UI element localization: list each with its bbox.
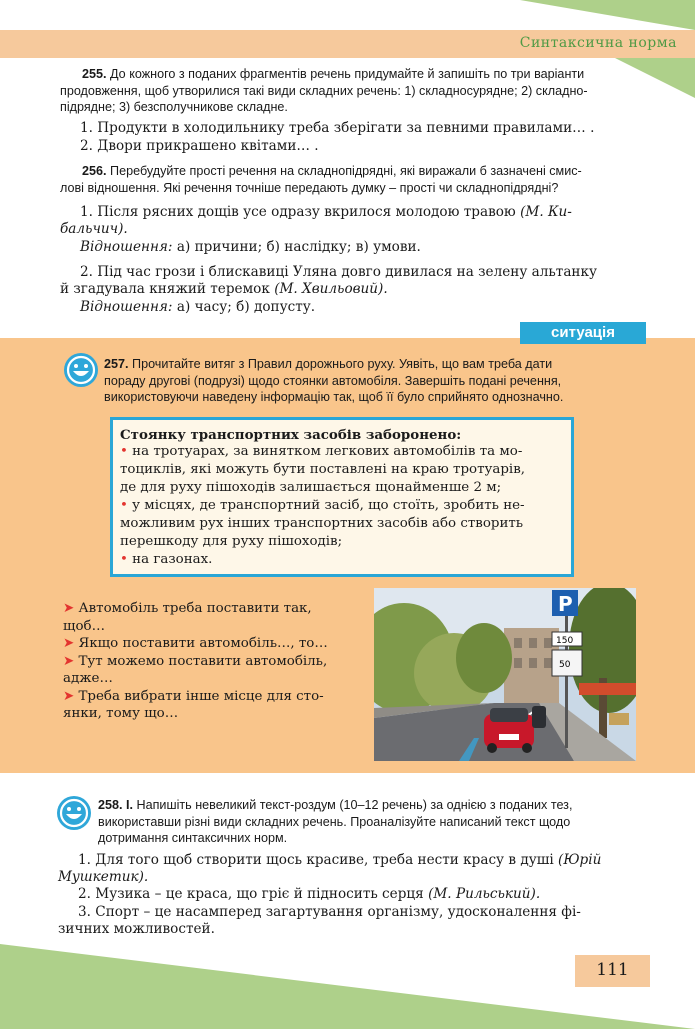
situation-tag: ситуація	[520, 322, 646, 344]
task-number: 255.	[82, 67, 107, 81]
task-256-relations-2: Відношення: а) часу; б) допусту.	[80, 299, 316, 315]
arrow-icon: ➤	[63, 653, 75, 669]
rule-item-1: • на тротуарах, за винятком легкових автомобілів та мо- тоциклів, які можуть бути поставлені на краю тротуарів, де для руху пішоходів залишається щонайменше 2 м;	[120, 444, 526, 495]
task-256-author-1: бальчич).	[60, 221, 128, 237]
task-number: 258. I.	[98, 798, 134, 812]
corner-decoration	[520, 0, 695, 30]
parking-sign-plate-2: 50	[559, 660, 571, 670]
task-256-sentence-1: 1. Після рясних дощів усе одразу вкрилося молодою травою (М. Ки-	[80, 204, 572, 220]
task-255: 255. До кожного з поданих фрагментів речень придумайте й запишіть по три варіанти продовження, щоб утворилися такі види складних речень: 1) складносурядне; 2) складно- підрядне; 3) безсполучникове складне.	[60, 67, 588, 114]
thesis-3-cont: зичних можливостей.	[58, 921, 215, 937]
thesis-1-author: Мушкетик).	[58, 869, 149, 885]
bullet-icon: •	[120, 552, 128, 567]
thesis-2: 2. Музика – це краса, що гріє й підносить серця (М. Рильський).	[78, 886, 541, 902]
task-257: 257. Прочитайте витяг з Правил дорожнього руху. Уявіть, що вам треба дати пораду другові (подрузі) щодо стоянки автомобіля. Завершіть подані речення, використовуючи наведену інформацію так, щоб її було сприйнято однозначно.	[104, 357, 564, 404]
page-number: 111	[596, 960, 629, 980]
arrow-icon: ➤	[63, 688, 75, 704]
prompt-list: ➤ Автомобіль треба поставити так, щоб… ➤ Якщо поставити автомобіль…, то… ➤ Тут можемо поставити автомобіль, адже… ➤ Треба вибрати інше місце для сто- янки, тому що…	[63, 601, 328, 721]
task-255-item-1: 1. Продукти в холодильнику треба зберігати за певними правилами… .	[80, 120, 595, 136]
task-number: 256.	[82, 164, 107, 178]
task-256: 256. Перебудуйте прості речення на складнопідрядні, які виражали б зазначені смис- лові відношення. Які речення точніше передають думку – прості чи складнопідрядні?	[60, 164, 582, 195]
bullet-icon: •	[120, 444, 128, 459]
arrow-icon: ➤	[63, 636, 75, 651]
task-256-sentence-2-cont: й згадувала княжий теремок (М. Хвильовий).	[60, 281, 388, 297]
rule-item-2: • у місцях, де транспортний засіб, що стоїть, зробить не- можливим рух інших транспортних засобів або створить перешкоду для руху пішоходів;	[120, 498, 525, 549]
section-title: Синтаксична норма	[519, 35, 677, 51]
smiley-icon	[56, 795, 92, 831]
task-number: 257.	[104, 357, 129, 371]
task-255-item-2: 2. Двори прикрашено квітами… .	[80, 138, 319, 154]
parking-sign-letter: P	[558, 592, 573, 616]
street-parking-photo	[374, 588, 636, 761]
rule-item-3: • на газонах.	[120, 552, 213, 567]
bullet-icon: •	[120, 498, 128, 513]
task-256-sentence-2: 2. Під час грози і блискавиці Уляна довго дивилася на зелену альтанку	[80, 264, 597, 280]
smiley-icon	[63, 352, 99, 388]
task-258: 258. I. Напишіть невеликий текст-роздум (10–12 речень) за однією з поданих тез, використавши різні види складних речень. Проаналізуйте написаний текст щодо дотримання синтаксичних норм.	[98, 798, 573, 845]
task-256-relations-1: Відношення: а) причини; б) наслідку; в) умови.	[80, 239, 421, 255]
arrow-icon: ➤	[63, 601, 75, 616]
thesis-3: 3. Спорт – це насамперед загартування організму, удосконалення фі-	[78, 904, 581, 920]
thesis-1: 1. Для того щоб створити щось красиве, треба нести красу в душі (Юрій	[78, 852, 602, 868]
rules-title: Стоянку транспортних засобів заборонено:	[120, 427, 462, 443]
parking-sign-plate: 150	[556, 636, 574, 646]
